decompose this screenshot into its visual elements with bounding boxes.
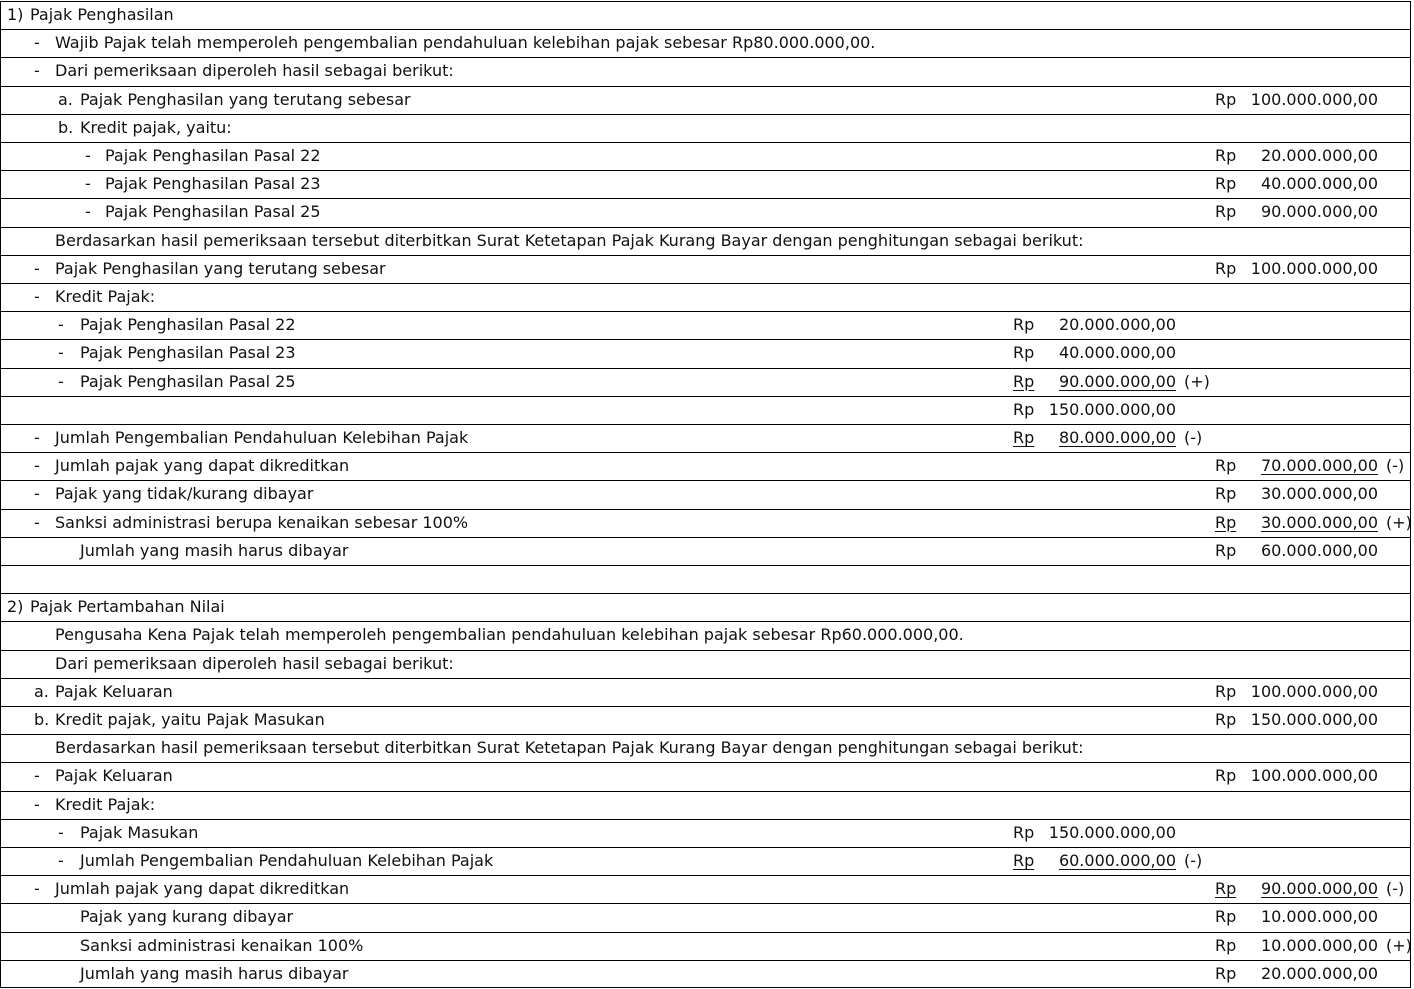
row-marker: - bbox=[85, 174, 91, 194]
row-label: Wajib Pajak telah memperoleh pengembalian pendahuluan kelebihan pajak sebesar Rp80.000.000,00. bbox=[55, 33, 876, 53]
row-marker: - bbox=[34, 879, 40, 899]
currency-label: Rp bbox=[1215, 935, 1237, 955]
table-row bbox=[0, 762, 1411, 791]
row-marker: - bbox=[85, 146, 91, 165]
currency-label: Rp bbox=[1013, 343, 1035, 363]
table-row bbox=[0, 227, 1411, 256]
operator-sign: (+) bbox=[1386, 935, 1412, 955]
amount-value: 90.000.000,00 bbox=[1260, 879, 1378, 899]
currency-label: Rp bbox=[1215, 174, 1237, 194]
table-row bbox=[0, 819, 1411, 848]
row-label: Jumlah Pengembalian Pendahuluan Kelebihan Pajak bbox=[55, 428, 469, 447]
row-label: Sanksi administrasi kenaikan 100% bbox=[80, 935, 364, 955]
amount-value: 20.000.000,00 bbox=[1260, 963, 1378, 983]
amount-value: 150.000.000,00 bbox=[1048, 399, 1176, 419]
table-row bbox=[0, 283, 1411, 312]
table-row bbox=[0, 29, 1411, 58]
table-row bbox=[0, 565, 1411, 594]
row-label: Jumlah pajak yang dapat dikreditkan bbox=[55, 456, 350, 476]
row-label: Pajak Keluaran bbox=[55, 766, 173, 786]
row-marker: - bbox=[34, 428, 40, 447]
row-marker: a. bbox=[58, 89, 73, 109]
table-row bbox=[0, 932, 1411, 961]
table-row bbox=[0, 368, 1411, 397]
row-label: Jumlah pajak yang dapat dikreditkan bbox=[55, 879, 350, 899]
row-label: Kredit pajak, yaitu: bbox=[80, 117, 232, 137]
row-label: Pajak Penghasilan Pasal 25 bbox=[105, 202, 321, 222]
row-marker: - bbox=[58, 315, 64, 335]
table-row bbox=[0, 734, 1411, 763]
table-row bbox=[0, 847, 1411, 876]
currency-label: Rp bbox=[1215, 258, 1237, 278]
table-row bbox=[0, 198, 1411, 227]
row-label: Dari pemeriksaan diperoleh hasil sebagai berikut: bbox=[55, 61, 454, 81]
currency-label: Rp bbox=[1215, 710, 1237, 729]
row-label: Jumlah yang masih harus dibayar bbox=[80, 540, 349, 560]
operator-sign: (-) bbox=[1386, 456, 1405, 476]
table-row bbox=[0, 1, 1411, 30]
row-marker: - bbox=[34, 484, 40, 504]
table-row bbox=[0, 452, 1411, 481]
currency-label: Rp bbox=[1215, 512, 1237, 532]
row-label: Dari pemeriksaan diperoleh hasil sebagai berikut: bbox=[55, 653, 454, 673]
row-marker: - bbox=[34, 287, 40, 306]
row-label: Jumlah yang masih harus dibayar bbox=[80, 963, 349, 983]
row-label: Jumlah Pengembalian Pendahuluan Kelebihan Pajak bbox=[80, 851, 494, 870]
row-marker: b. bbox=[58, 117, 74, 137]
currency-label: Rp bbox=[1215, 456, 1237, 476]
amount-value: 30.000.000,00 bbox=[1260, 512, 1378, 532]
row-marker: - bbox=[34, 61, 40, 81]
amount-value: 10.000.000,00 bbox=[1260, 907, 1378, 927]
row-marker: - bbox=[58, 343, 64, 363]
currency-label: Rp bbox=[1215, 202, 1237, 222]
row-marker: 2) bbox=[7, 597, 24, 617]
currency-label: Rp bbox=[1013, 822, 1035, 842]
currency-label: Rp bbox=[1215, 963, 1237, 983]
row-label: Pajak Keluaran bbox=[55, 681, 173, 701]
row-marker: - bbox=[58, 851, 64, 870]
row-label: Pajak Masukan bbox=[80, 822, 199, 842]
operator-sign: (+) bbox=[1386, 512, 1412, 532]
table-row bbox=[0, 255, 1411, 284]
row-label: Pajak Pertambahan Nilai bbox=[30, 597, 225, 617]
currency-label: Rp bbox=[1013, 399, 1035, 419]
amount-value: 90.000.000,00 bbox=[1260, 202, 1378, 222]
currency-label: Rp bbox=[1013, 851, 1035, 870]
row-label: Berdasarkan hasil pemeriksaan tersebut diterbitkan Surat Ketetapan Pajak Kurang Bayar dengan penghitungan sebagai berikut: bbox=[55, 738, 1084, 758]
amount-value: 60.000.000,00 bbox=[1260, 540, 1378, 560]
row-marker: - bbox=[34, 33, 40, 53]
row-marker: - bbox=[34, 512, 40, 532]
row-label: Pajak Penghasilan Pasal 23 bbox=[80, 343, 296, 363]
amount-value: 100.000.000,00 bbox=[1250, 258, 1378, 278]
row-label: Pengusaha Kena Pajak telah memperoleh pengembalian pendahuluan kelebihan pajak sebesar Rp60.000.000,00. bbox=[55, 625, 964, 645]
row-label: Pajak Penghasilan Pasal 25 bbox=[80, 371, 296, 391]
currency-label: Rp bbox=[1013, 315, 1035, 335]
currency-label: Rp bbox=[1215, 879, 1237, 899]
currency-label: Rp bbox=[1215, 540, 1237, 560]
row-label: Pajak yang kurang dibayar bbox=[80, 907, 294, 927]
currency-label: Rp bbox=[1215, 907, 1237, 927]
amount-value: 30.000.000,00 bbox=[1260, 484, 1378, 504]
currency-label: Rp bbox=[1013, 428, 1035, 447]
table-row bbox=[0, 86, 1411, 115]
row-marker: - bbox=[34, 456, 40, 476]
table-row bbox=[0, 114, 1411, 143]
row-label: Pajak Penghasilan Pasal 22 bbox=[105, 146, 321, 165]
amount-value: 150.000.000,00 bbox=[1048, 822, 1176, 842]
amount-value: 20.000.000,00 bbox=[1260, 146, 1378, 165]
table-row bbox=[0, 480, 1411, 509]
currency-label: Rp bbox=[1215, 146, 1237, 165]
amount-value: 10.000.000,00 bbox=[1260, 935, 1378, 955]
row-marker: b. bbox=[34, 710, 50, 729]
operator-sign: (+) bbox=[1184, 371, 1210, 391]
table-row bbox=[0, 875, 1411, 904]
operator-sign: (-) bbox=[1184, 851, 1203, 870]
table-row bbox=[0, 960, 1411, 989]
row-label: Kredit Pajak: bbox=[55, 794, 156, 814]
currency-label: Rp bbox=[1215, 89, 1237, 109]
operator-sign: (-) bbox=[1184, 428, 1203, 447]
row-label: Kredit pajak, yaitu Pajak Masukan bbox=[55, 710, 325, 729]
row-label: Pajak Penghasilan Pasal 23 bbox=[105, 174, 321, 194]
table-row bbox=[0, 593, 1411, 622]
amount-value: 100.000.000,00 bbox=[1250, 681, 1378, 701]
row-marker: - bbox=[34, 258, 40, 278]
table-row bbox=[0, 142, 1411, 171]
table-row bbox=[0, 621, 1411, 650]
table-row bbox=[0, 678, 1411, 707]
row-marker: - bbox=[58, 822, 64, 842]
row-marker: a. bbox=[34, 681, 49, 701]
table-row bbox=[0, 650, 1411, 679]
amount-value: 40.000.000,00 bbox=[1058, 343, 1176, 363]
row-label: Pajak yang tidak/kurang dibayar bbox=[55, 484, 314, 504]
currency-label: Rp bbox=[1215, 681, 1237, 701]
operator-sign: (-) bbox=[1386, 879, 1405, 899]
table-row bbox=[0, 706, 1411, 735]
table-row bbox=[0, 537, 1411, 566]
currency-label: Rp bbox=[1215, 484, 1237, 504]
row-marker: - bbox=[34, 794, 40, 814]
row-label: Pajak Penghasilan yang terutang sebesar bbox=[80, 89, 411, 109]
row-marker: - bbox=[85, 202, 91, 222]
currency-label: Rp bbox=[1013, 371, 1035, 391]
row-marker: - bbox=[34, 766, 40, 786]
row-marker: - bbox=[58, 371, 64, 391]
table-row bbox=[0, 396, 1411, 425]
amount-value: 60.000.000,00 bbox=[1058, 851, 1176, 870]
amount-value: 100.000.000,00 bbox=[1250, 89, 1378, 109]
amount-value: 100.000.000,00 bbox=[1250, 766, 1378, 786]
currency-label: Rp bbox=[1215, 766, 1237, 786]
table-row bbox=[0, 170, 1411, 199]
row-label: Pajak Penghasilan Pasal 22 bbox=[80, 315, 296, 335]
table-row bbox=[0, 57, 1411, 86]
row-label: Kredit Pajak: bbox=[55, 287, 156, 306]
table-row bbox=[0, 339, 1411, 368]
table-row bbox=[0, 509, 1411, 538]
table-row bbox=[0, 311, 1411, 340]
amount-value: 40.000.000,00 bbox=[1260, 174, 1378, 194]
row-label: Pajak Penghasilan bbox=[30, 5, 174, 24]
table-row bbox=[0, 791, 1411, 820]
amount-value: 80.000.000,00 bbox=[1058, 428, 1176, 447]
row-label: Pajak Penghasilan yang terutang sebesar bbox=[55, 258, 386, 278]
table-row bbox=[0, 424, 1411, 453]
amount-value: 150.000.000,00 bbox=[1250, 710, 1378, 729]
row-marker: 1) bbox=[7, 5, 24, 24]
amount-value: 20.000.000,00 bbox=[1058, 315, 1176, 335]
amount-value: 90.000.000,00 bbox=[1058, 371, 1176, 391]
amount-value: 70.000.000,00 bbox=[1260, 456, 1378, 476]
row-label: Sanksi administrasi berupa kenaikan sebesar 100% bbox=[55, 512, 469, 532]
table-row bbox=[0, 903, 1411, 932]
row-label: Berdasarkan hasil pemeriksaan tersebut diterbitkan Surat Ketetapan Pajak Kurang Bayar dengan penghitungan sebagai berikut: bbox=[55, 230, 1084, 250]
